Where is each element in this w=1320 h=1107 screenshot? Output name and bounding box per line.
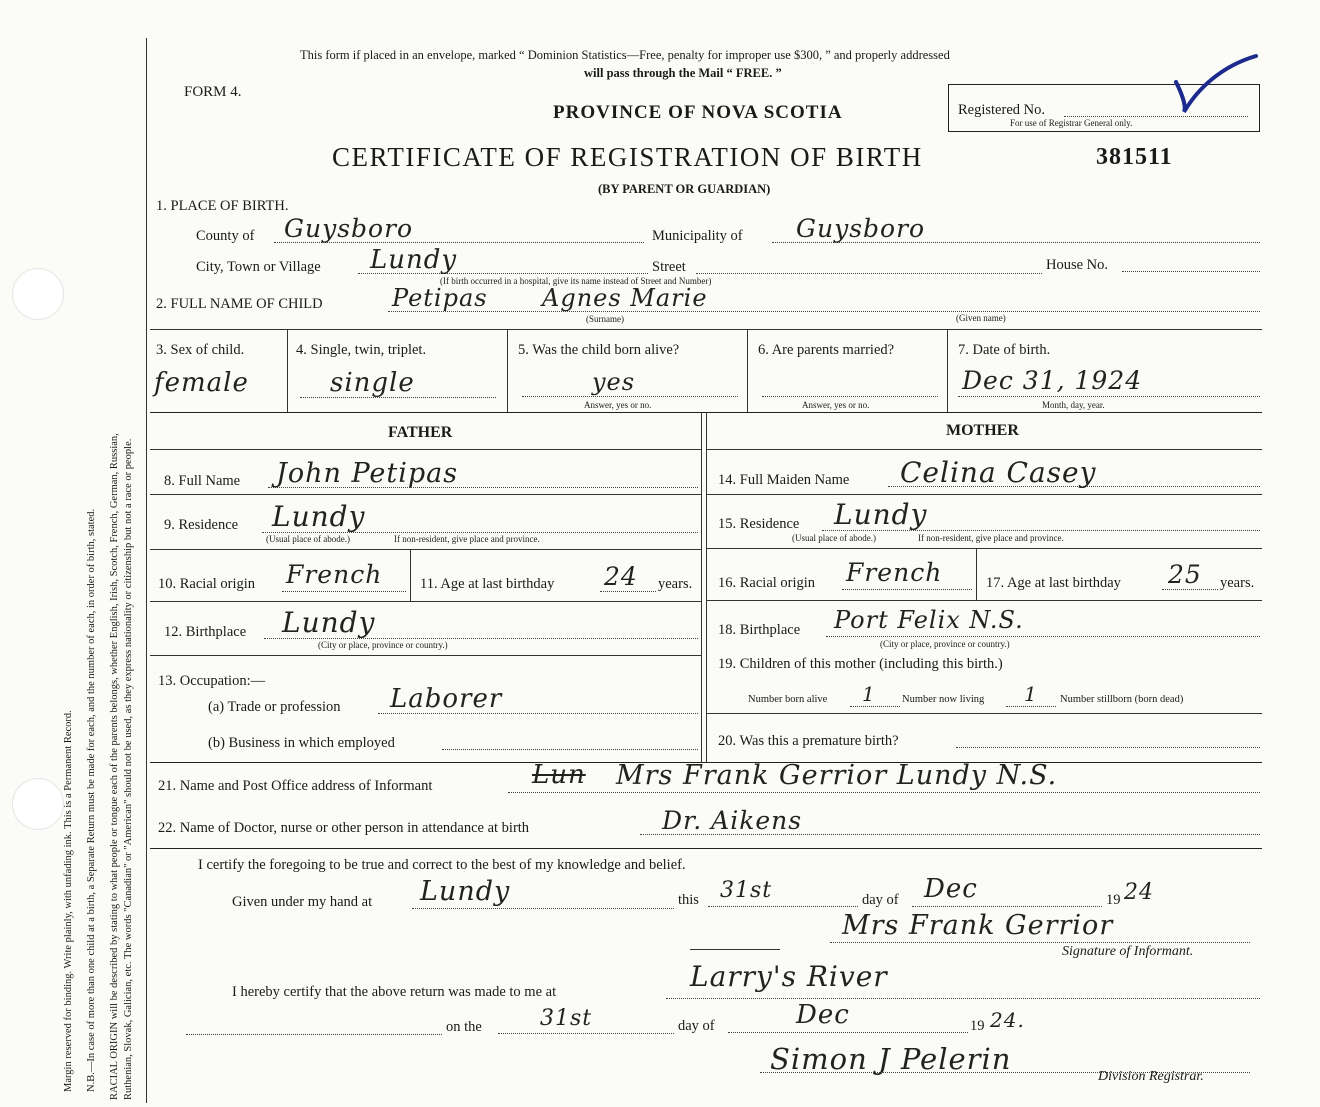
father-row-rule-3 <box>150 601 701 602</box>
given-place-value: Lundy <box>420 876 511 907</box>
doctor-value: Dr. Aikens <box>662 806 803 835</box>
check-mark-icon <box>1170 52 1260 119</box>
premature-line <box>956 747 1260 748</box>
parents-divider-2 <box>706 412 707 762</box>
house-line <box>1122 271 1260 272</box>
parents-divider <box>701 412 702 762</box>
alive-line <box>522 396 738 397</box>
return-lead-line <box>186 1034 442 1035</box>
registered-label: Registered No. <box>958 102 1045 118</box>
mother-age-line <box>1162 589 1218 590</box>
date-value: Dec 31, 1924 <box>962 366 1143 395</box>
street-label: Street <box>652 259 686 275</box>
divider-6-7 <box>947 329 948 412</box>
hospital-note: (If birth occurred in a hospital, give its name instead of Street and Number) <box>440 276 712 286</box>
mother-nonres-note: If non-resident, give place and province. <box>918 533 1064 543</box>
mother-residence-label: 15. Residence <box>718 516 800 532</box>
married-line <box>762 396 938 397</box>
alive-label: 5. Was the child born alive? <box>518 342 680 358</box>
sex-value: female <box>154 368 249 398</box>
divider-5-6 <box>747 329 748 412</box>
father-row-rule-2 <box>150 549 701 550</box>
mother-row-rule-4 <box>706 713 1262 714</box>
father-residence-label: 9. Residence <box>164 517 239 533</box>
signature-line <box>830 942 1250 943</box>
margin-note-multiple: N.B.—In case of more than one child at a birth, a Separate Return must be made for each, and the number of each, in order of birth, stated. <box>86 508 97 1092</box>
mother-now-living-value: 1 <box>1024 682 1038 706</box>
father-race-value: French <box>286 560 383 589</box>
on-the-label: on the <box>446 1019 482 1035</box>
plural-label: 4. Single, twin, triplet. <box>296 342 427 358</box>
informant-line <box>508 792 1260 793</box>
mother-race-label: 16. Racial origin <box>718 575 816 591</box>
margin-note-binding: Margin reserved for binding. Write plainly, with unfading ink. This is a Permanent Record. <box>63 710 74 1092</box>
doctor-label: 22. Name of Doctor, nurse or other person in attendance at birth <box>158 820 530 836</box>
mother-birthplace-note: (City or place, province or country.) <box>880 639 1010 649</box>
given-name-note: (Given name) <box>956 313 1006 323</box>
registrar-label: Division Registrar. <box>1098 1069 1204 1084</box>
place-heading: 1. PLACE OF BIRTH. <box>156 198 289 214</box>
heading-rule-mother <box>706 449 1262 450</box>
registered-note: For use of Registrar General only. <box>1010 118 1133 128</box>
heading-rule-father <box>150 449 701 450</box>
date-line <box>958 396 1260 397</box>
father-trade-label: (a) Trade or profession <box>208 699 341 715</box>
father-occupation-label: 13. Occupation:— <box>158 673 266 689</box>
given-under-label: Given under my hand at <box>232 894 373 910</box>
mother-age-label: 17. Age at last birthday <box>986 575 1121 591</box>
signature-rule <box>690 949 780 950</box>
child-name-line <box>388 311 1260 312</box>
alive-value: yes <box>592 368 636 396</box>
return-year-value: 24. <box>990 1008 1025 1032</box>
day-of-label: day of <box>862 892 899 908</box>
certification-rule <box>150 848 1262 849</box>
certify-statement: I certify the foregoing to be true and correct to the best of my knowledge and belief. <box>198 857 686 873</box>
house-label: House No. <box>1046 257 1109 273</box>
mother-birthplace-label: 18. Birthplace <box>718 622 801 638</box>
margin-line <box>146 38 147 1103</box>
given-month-line <box>912 906 1102 907</box>
certificate-subtitle: (BY PARENT OR GUARDIAN) <box>598 182 771 196</box>
mother-born-alive-line <box>850 706 900 707</box>
father-business-line <box>442 749 698 750</box>
city-value: Lundy <box>370 245 458 275</box>
mother-name-label: 14. Full Maiden Name <box>718 472 850 488</box>
province-heading: PROVINCE OF NOVA SCOTIA <box>553 102 843 123</box>
municipality-label: Municipality of <box>652 228 743 244</box>
mother-abode-note: (Usual place of abode.) <box>792 533 876 543</box>
child-given-name: Agnes Marie <box>542 284 708 312</box>
mother-row-rule-1 <box>706 494 1262 495</box>
certificate-number: 381511 <box>1096 144 1173 170</box>
father-business-label: (b) Business in which employed <box>208 735 395 751</box>
return-year-prefix: 19 <box>970 1018 985 1034</box>
postage-notice: This form if placed in an envelope, marked “ Dominion Statistics—Free, penalty for improper use $300, ” and properly addressed <box>300 48 950 62</box>
mother-race-line <box>842 589 972 590</box>
plural-value: single <box>330 368 415 398</box>
mother-row-rule-2 <box>706 548 1262 549</box>
father-residence-value: Lundy <box>272 500 366 533</box>
return-month-line <box>728 1032 968 1033</box>
mother-age-value: 25 <box>1168 560 1202 589</box>
father-birthplace-value: Lundy <box>282 606 376 639</box>
municipality-value: Guysboro <box>796 214 926 243</box>
mother-born-alive-label: Number born alive <box>748 694 828 705</box>
binding-hole-top <box>12 268 64 320</box>
mother-race-divider <box>976 548 977 600</box>
margin-note-racial-2: Ruthenian, Slovak, Galician, etc. The words "Canadian" or "American" should not be used, as they express nationality or citizenship but not a race or people. <box>123 438 134 1100</box>
return-month-value: Dec <box>796 1000 850 1030</box>
return-place-value: Larry's River <box>690 960 888 993</box>
child-surname: Petipas <box>392 284 488 312</box>
return-day-line <box>498 1033 674 1034</box>
father-trade-value: Laborer <box>390 684 503 714</box>
married-label: 6. Are parents married? <box>758 342 895 358</box>
father-race-line <box>282 591 406 592</box>
alive-note: Answer, yes or no. <box>584 400 652 410</box>
father-name-label: 8. Full Name <box>164 473 241 489</box>
return-place-line <box>666 998 1260 999</box>
date-note: Month, day, year. <box>1042 400 1105 410</box>
registrar-signature: Simon J Pelerin <box>770 1042 1012 1076</box>
return-day-value: 31st <box>540 1006 593 1031</box>
given-month-value: Dec <box>924 874 978 904</box>
city-label: City, Town or Village <box>196 259 321 275</box>
mother-residence-value: Lundy <box>834 498 928 531</box>
street-line <box>696 273 1042 274</box>
father-age-value: 24 <box>604 562 638 591</box>
form-number: FORM 4. <box>184 84 242 100</box>
given-day-line <box>708 906 858 907</box>
mother-stillborn-label: Number stillborn (born dead) <box>1060 694 1184 705</box>
mother-name-value: Celina Casey <box>900 456 1097 489</box>
given-day-value: 31st <box>720 878 773 903</box>
mother-now-living-label: Number now living <box>902 694 985 705</box>
father-row-rule-4 <box>150 655 701 656</box>
father-row-rule-1 <box>150 494 701 495</box>
given-year-prefix: 19 <box>1106 892 1121 908</box>
father-nonres-note: If non-resident, give place and province. <box>394 534 540 544</box>
mother-born-alive-value: 1 <box>862 682 876 706</box>
mother-race-value: French <box>846 558 943 587</box>
informant-struck-text: Lun <box>532 760 586 790</box>
divider-3-4 <box>287 329 288 412</box>
given-place-line <box>412 908 674 909</box>
mother-now-living-line <box>1006 706 1056 707</box>
county-value: Guysboro <box>284 214 414 243</box>
father-race-label: 10. Racial origin <box>158 576 256 592</box>
return-label: I hereby certify that the above return was made to me at <box>232 984 557 1000</box>
margin-note-racial: RACIAL ORIGIN will be described by stating to what people or tongue each of the parents belongs, whether English, Irish, Scotch, French, German, Russian, <box>109 433 120 1100</box>
married-note: Answer, yes or no. <box>802 400 870 410</box>
certificate-title: CERTIFICATE OF REGISTRATION OF BIRTH <box>332 142 923 172</box>
father-age-line <box>600 591 656 592</box>
given-year-value: 24 <box>1124 880 1154 905</box>
father-birthplace-label: 12. Birthplace <box>164 624 247 640</box>
father-abode-note: (Usual place of abode.) <box>266 534 350 544</box>
father-race-divider <box>410 549 411 601</box>
return-day-of-label: day of <box>678 1018 715 1034</box>
father-heading: FATHER <box>388 424 453 441</box>
binding-hole-bottom <box>12 778 64 830</box>
child-name-label: 2. FULL NAME OF CHILD <box>156 296 323 312</box>
father-years-label: years. <box>658 576 693 592</box>
informant-signature: Mrs Frank Gerrior <box>842 910 1114 941</box>
this-label: this <box>678 892 699 908</box>
mother-years-label: years. <box>1220 575 1255 591</box>
signature-label: Signature of Informant. <box>1062 944 1194 959</box>
date-label: 7. Date of birth. <box>958 342 1051 358</box>
informant-label: 21. Name and Post Office address of Informant <box>158 778 433 794</box>
sex-label: 3. Sex of child. <box>156 342 245 358</box>
surname-note: (Surname) <box>586 314 624 324</box>
premature-label: 20. Was this a premature birth? <box>718 733 899 749</box>
mother-birthplace-line <box>826 636 1260 637</box>
father-age-label: 11. Age at last birthday <box>420 576 555 592</box>
postage-notice-2: will pass through the Mail “ FREE. ” <box>584 66 782 80</box>
informant-value: Mrs Frank Gerrior Lundy N.S. <box>616 760 1058 791</box>
divider-4-5 <box>507 329 508 412</box>
father-birthplace-note: (City or place, province or country.) <box>318 640 448 650</box>
mother-heading: MOTHER <box>946 422 1019 439</box>
county-label: County of <box>196 228 255 244</box>
father-name-value: John Petipas <box>276 458 459 489</box>
row-3-top-rule <box>150 329 1262 330</box>
mother-row-rule-3 <box>706 600 1262 601</box>
mother-birthplace-value: Port Felix N.S. <box>834 606 1024 634</box>
mother-children-label: 19. Children of this mother (including this birth.) <box>718 656 1003 672</box>
